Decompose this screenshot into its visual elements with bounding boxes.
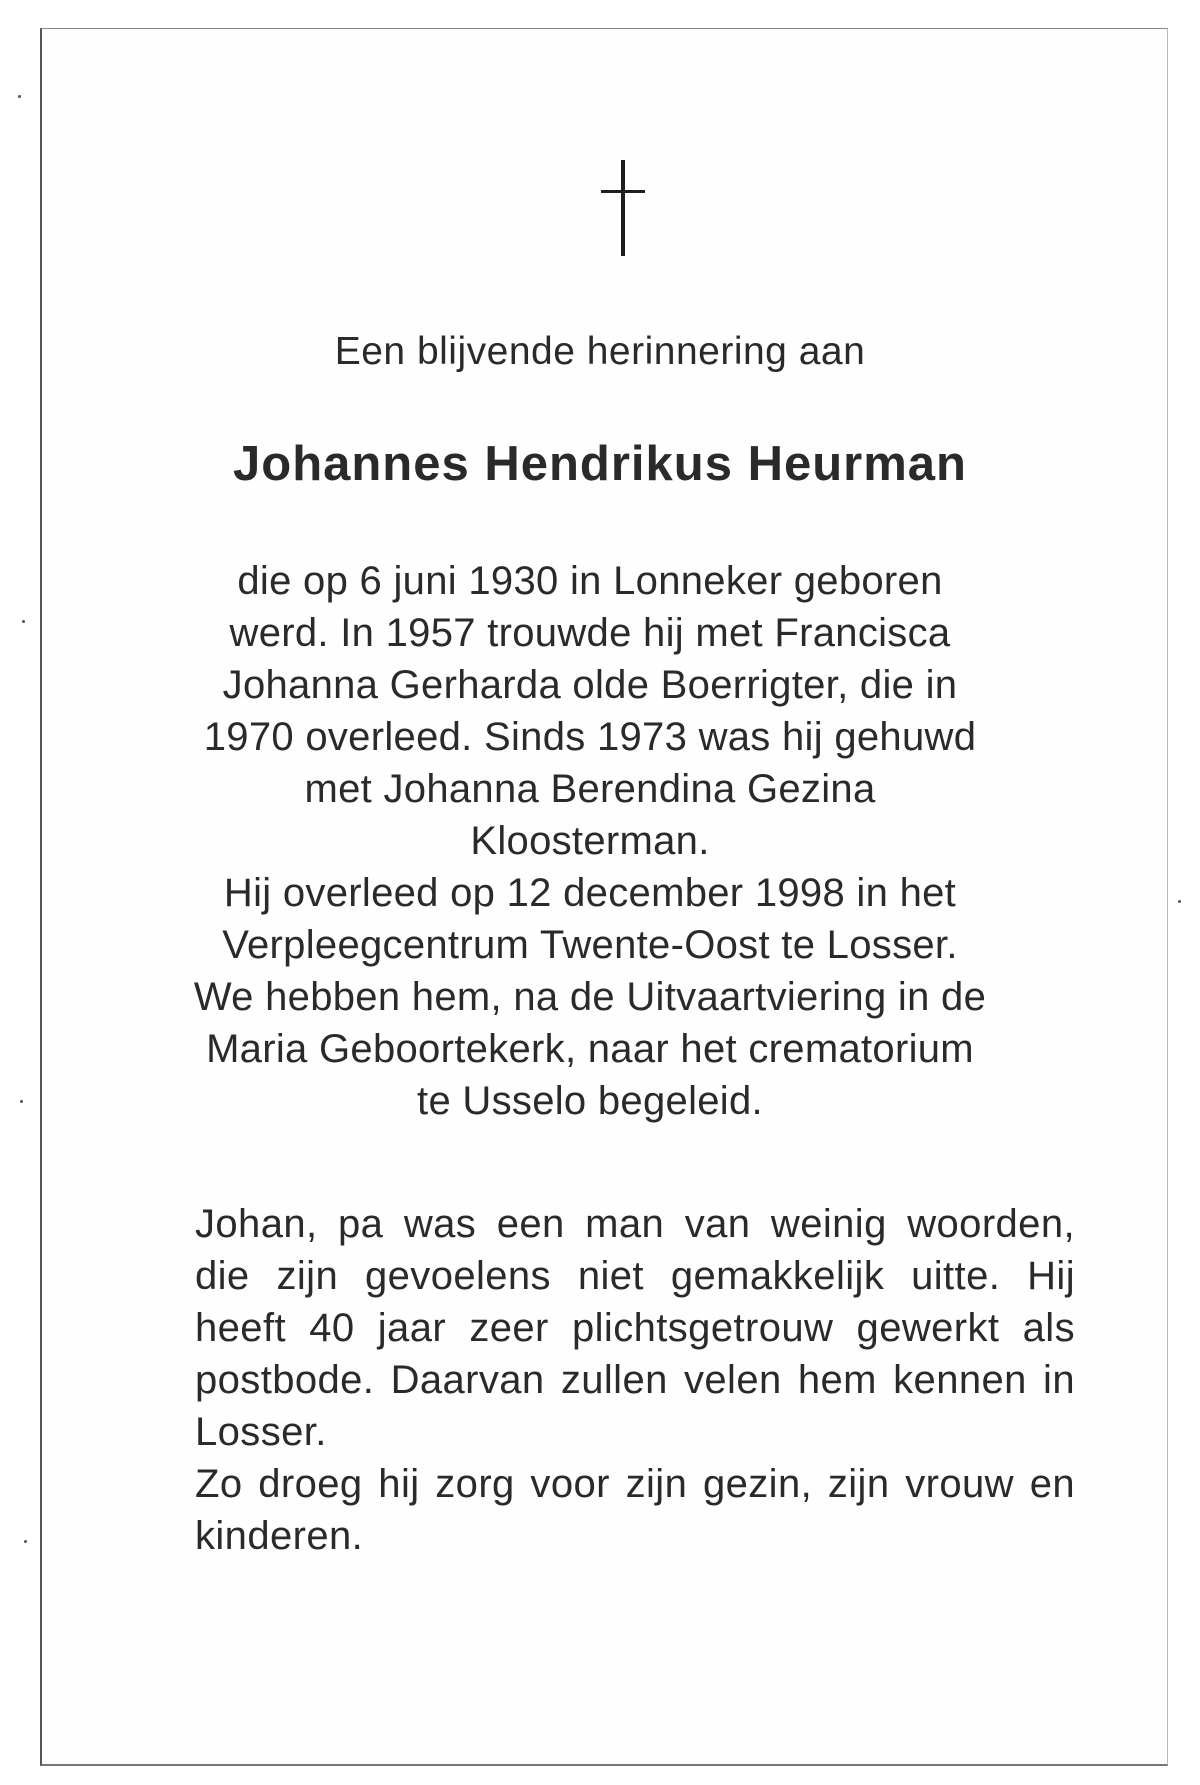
intro-line: Een blijvende herinnering aan bbox=[334, 330, 866, 373]
tribute-paragraph-2: Zo droeg hij zorg voor zijn gezin, zijn vrouw en kinderen. bbox=[195, 1462, 1075, 1558]
deceased-name: Johannes Hendrikus Heurman bbox=[233, 437, 967, 491]
death-text: Hij overleed op 12 december 1998 in het Verpleegcentrum Twente-Oost te Losser. bbox=[222, 871, 958, 967]
tribute-block bbox=[195, 1198, 1075, 1562]
tribute-paragraph-1: Johan, pa was een man van weinig woorden, die zijn gevoelens niet gemakkelijk uitte. Hij heeft 40 jaar zeer plichtsgetrouw gewerkt als postbode. Daarvan zullen velen hem kennen in Losser. bbox=[195, 1202, 1075, 1454]
biography-block bbox=[190, 555, 990, 1127]
funeral-text: We hebben hem, na de Uitvaartviering in de Maria Geboortekerk, naar het crematorium te Usselo begeleid. bbox=[193, 975, 987, 1123]
cross-icon bbox=[601, 160, 645, 256]
biography-text: die op 6 juni 1930 in Lonneker geboren werd. In 1957 trouwde hij met Francisca Johanna Gerharda olde Boerrigter, die in 1970 overleed. Sinds 1973 was hij gehuwd met Johanna Berendina Gezina Kloosterman. bbox=[203, 559, 977, 863]
